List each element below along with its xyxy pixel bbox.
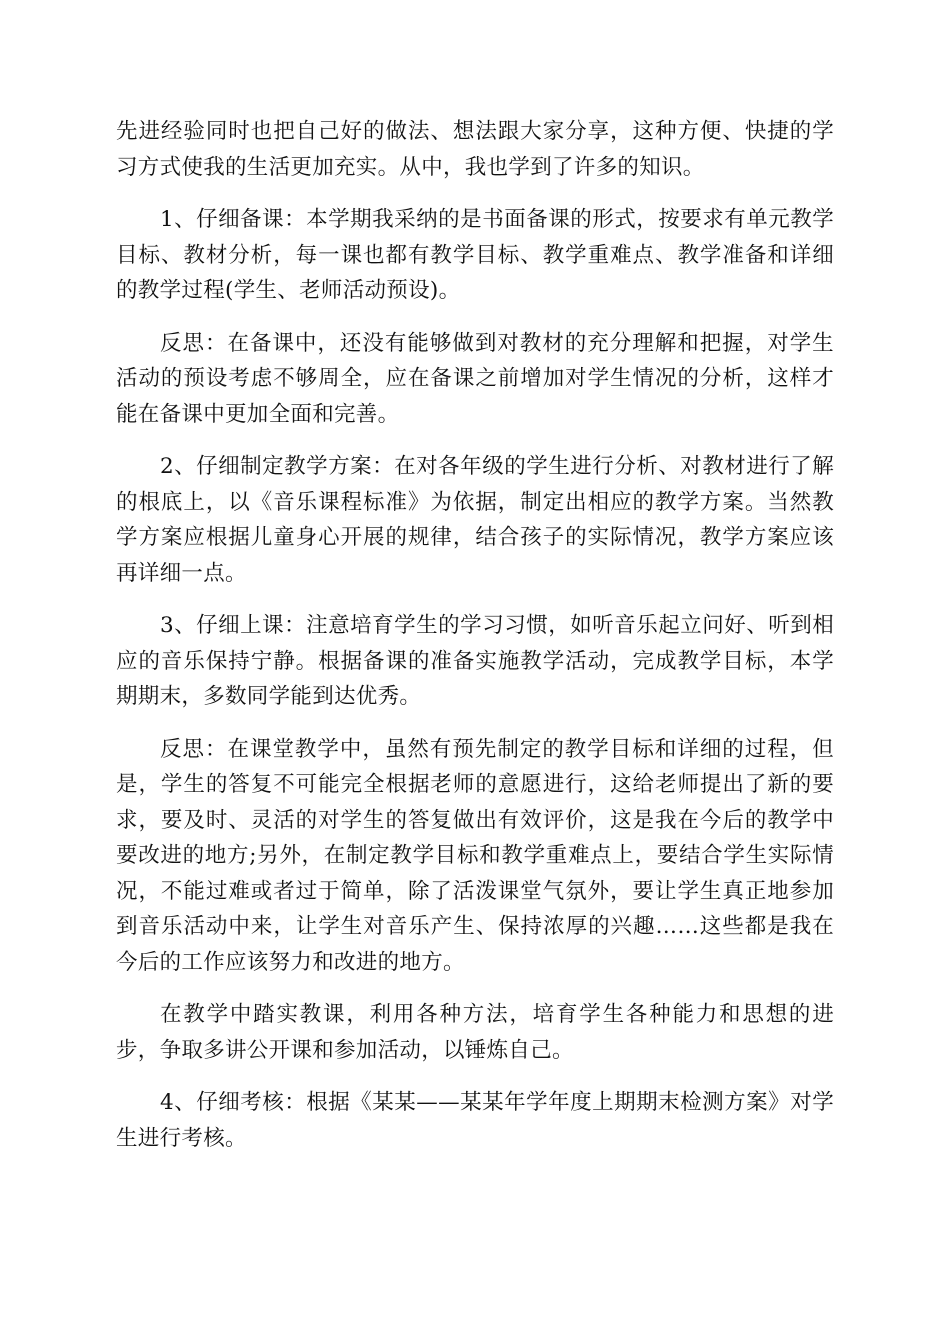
paragraph-teaching-plan: 2、仔细制定教学方案：在对各年级的学生进行分析、对教材进行了解的根底上，以《音乐课程标准》为依据，制定出相应的教学方案。当然教学方案应根据儿童身心开展的规律，结合孩子的实际情况，教学方案应该再详细一点。 [116,454,834,586]
paragraph-assessment: 4、仔细考核：根据《某某——某某年学年度上期期末检测方案》对学生进行考核。 [116,1090,834,1151]
paragraph-class-teaching: 3、仔细上课：注意培育学生的学习习惯，如听音乐起立问好、听到相应的音乐保持宁静。根据备课的准备实施教学活动，完成教学目标，本学期期末，多数同学能到达优秀。 [116,613,834,709]
document-body [116,114,834,1173]
paragraph-reflection-prep: 反思：在备课中，还没有能够做到对教材的充分理解和把握，对学生活动的预设考虑不够周全，应在备课之前增加对学生情况的分析，这样才能在备课中更加全面和完善。 [116,330,834,427]
paragraph-teaching-practice: 在教学中踏实教课，利用各种方法，培育学生各种能力和思想的进步，争取多讲公开课和参加活动，以锤炼自己。 [116,1002,834,1063]
paragraph-lesson-prep: 1、仔细备课：本学期我采纳的是书面备课的形式，按要求有单元教学目标、教材分析，每一课也都有教学目标、教学重难点、教学准备和详细的教学过程(学生、老师活动预设)。 [116,207,834,303]
paragraph-reflection-classroom: 反思：在课堂教学中，虽然有预先制定的教学目标和详细的过程，但是，学生的答复不可能完全根据老师的意愿进行，这给老师提出了新的要求，要及时、灵活的对学生的答复做出有效评价，这是我在今后的教学中要改进的地方;另外，在制定教学目标和教学重难点上，要结合学生实际情况，不能过难或者过于简单，除了活泼课堂气氛外，要让学生真正地参加到音乐活动中来，让学生对音乐产生、保持浓厚的兴趣……这些都是我在今后的工作应该努力和改进的地方。 [116,736,834,975]
paragraph-continuation: 先进经验同时也把自己好的做法、想法跟大家分享，这种方便、快捷的学习方式使我的生活更加充实。从中，我也学到了许多的知识。 [116,119,834,180]
